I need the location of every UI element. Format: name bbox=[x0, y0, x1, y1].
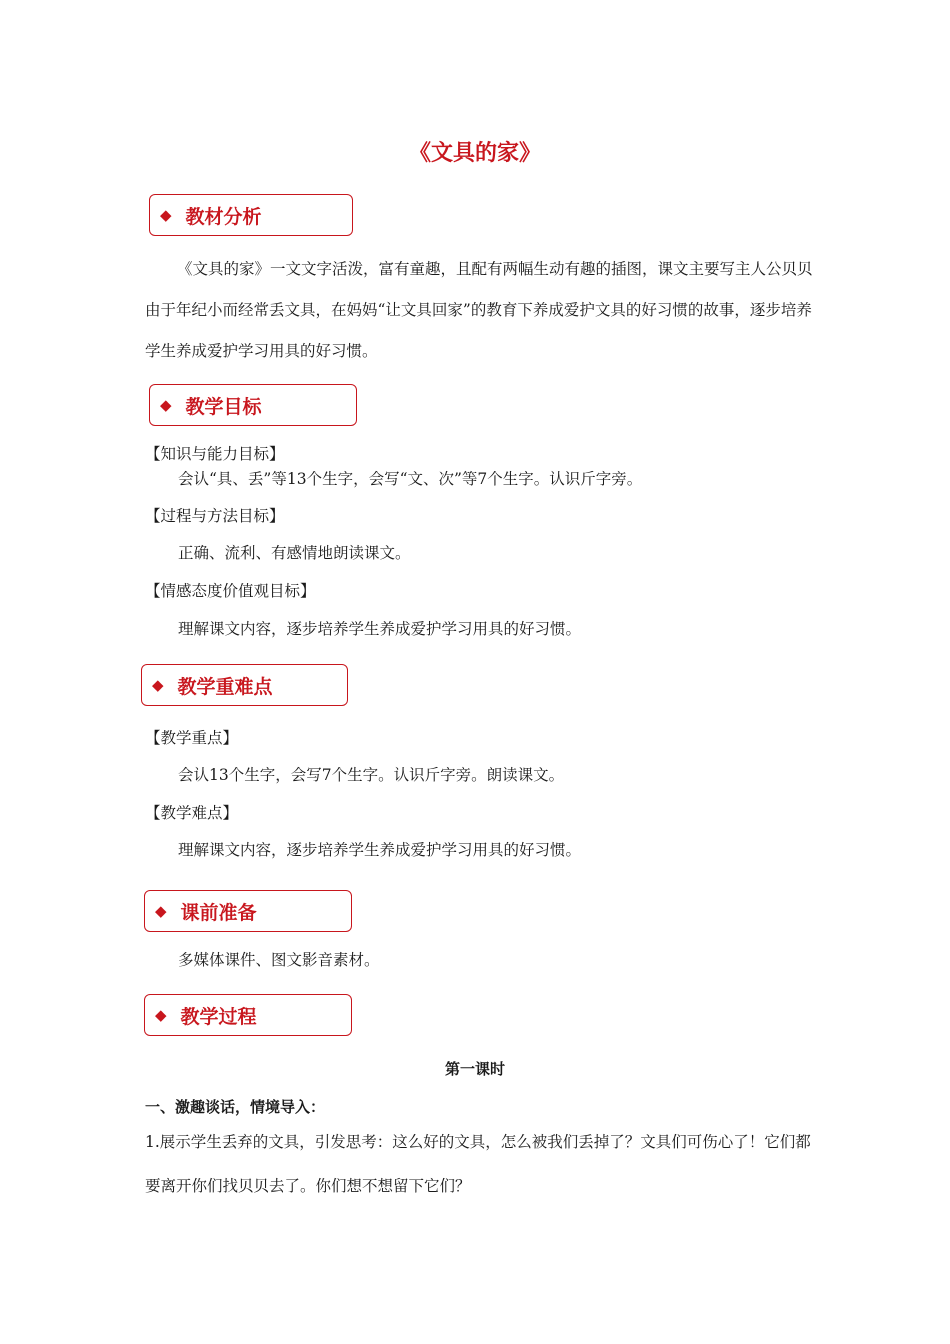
keypoint-text-difficulty: 理解课文内容，逐步培养学生养成爱护学习用具的好习惯。 bbox=[178, 841, 582, 859]
section-header-keypoints bbox=[141, 664, 348, 706]
section-header-analysis bbox=[149, 194, 353, 236]
goal-text-emotion: 理解课文内容，逐步培养学生养成爱护学习用具的好习惯。 bbox=[178, 620, 582, 638]
goal-label-emotion: 【情感态度价值观目标】 bbox=[145, 582, 316, 600]
keypoint-label-focus: 【教学重点】 bbox=[145, 729, 239, 747]
prep-text: 多媒体课件、图文影音素材。 bbox=[178, 951, 380, 969]
diamond-icon: ◆ bbox=[160, 206, 172, 224]
keypoint-label-difficulty: 【教学难点】 bbox=[145, 804, 239, 822]
diamond-icon: ◆ bbox=[152, 676, 164, 694]
section-heading: 教学目标 bbox=[185, 395, 262, 418]
goal-label-process: 【过程与方法目标】 bbox=[145, 507, 285, 525]
goal-text-knowledge: 会认“具、丢”等13个生字，会写“文、次”等7个生字。认识斤字旁。 bbox=[178, 470, 643, 488]
goal-text-process: 正确、流利、有感情地朗读课文。 bbox=[178, 544, 411, 562]
section-header-goals bbox=[149, 384, 357, 426]
diamond-icon: ◆ bbox=[155, 902, 167, 920]
keypoint-text-focus: 会认13个生字，会写7个生字。认识斤字旁。朗读课文。 bbox=[178, 766, 565, 784]
section-header-prep bbox=[144, 890, 352, 932]
section-header-process bbox=[144, 994, 352, 1036]
goal-label-knowledge: 【知识与能力目标】 bbox=[145, 445, 285, 463]
section-heading: 教学重难点 bbox=[177, 675, 273, 698]
analysis-paragraph: 《文具的家》一文文字活泼，富有童趣，且配有两幅生动有趣的插图，课文主要写主人公贝贝由于年纪小而经常丢文具，在妈妈“让文具回家”的教育下养成爱护文具的好习惯的故事，逐步培养学生养成爱护学习用具的好习惯。 bbox=[145, 260, 813, 360]
diamond-icon: ◆ bbox=[155, 1006, 167, 1024]
step-heading: 一、激趣谈话，情境导入： bbox=[145, 1098, 326, 1116]
step-paragraph: 1.展示学生丢弃的文具，引发思考：这么好的文具，怎么被我们丢掉了？文具们可伤心了！它们都要离开你们找贝贝去了。你们想不想留下它们？ bbox=[145, 1133, 811, 1195]
section-heading: 教材分析 bbox=[185, 205, 262, 228]
section-heading: 课前准备 bbox=[180, 901, 257, 924]
lesson-title: 第一课时 bbox=[444, 1060, 505, 1078]
document-title: 《文具的家》 bbox=[408, 141, 541, 166]
diamond-icon: ◆ bbox=[160, 396, 172, 414]
section-heading: 教学过程 bbox=[180, 1005, 257, 1028]
